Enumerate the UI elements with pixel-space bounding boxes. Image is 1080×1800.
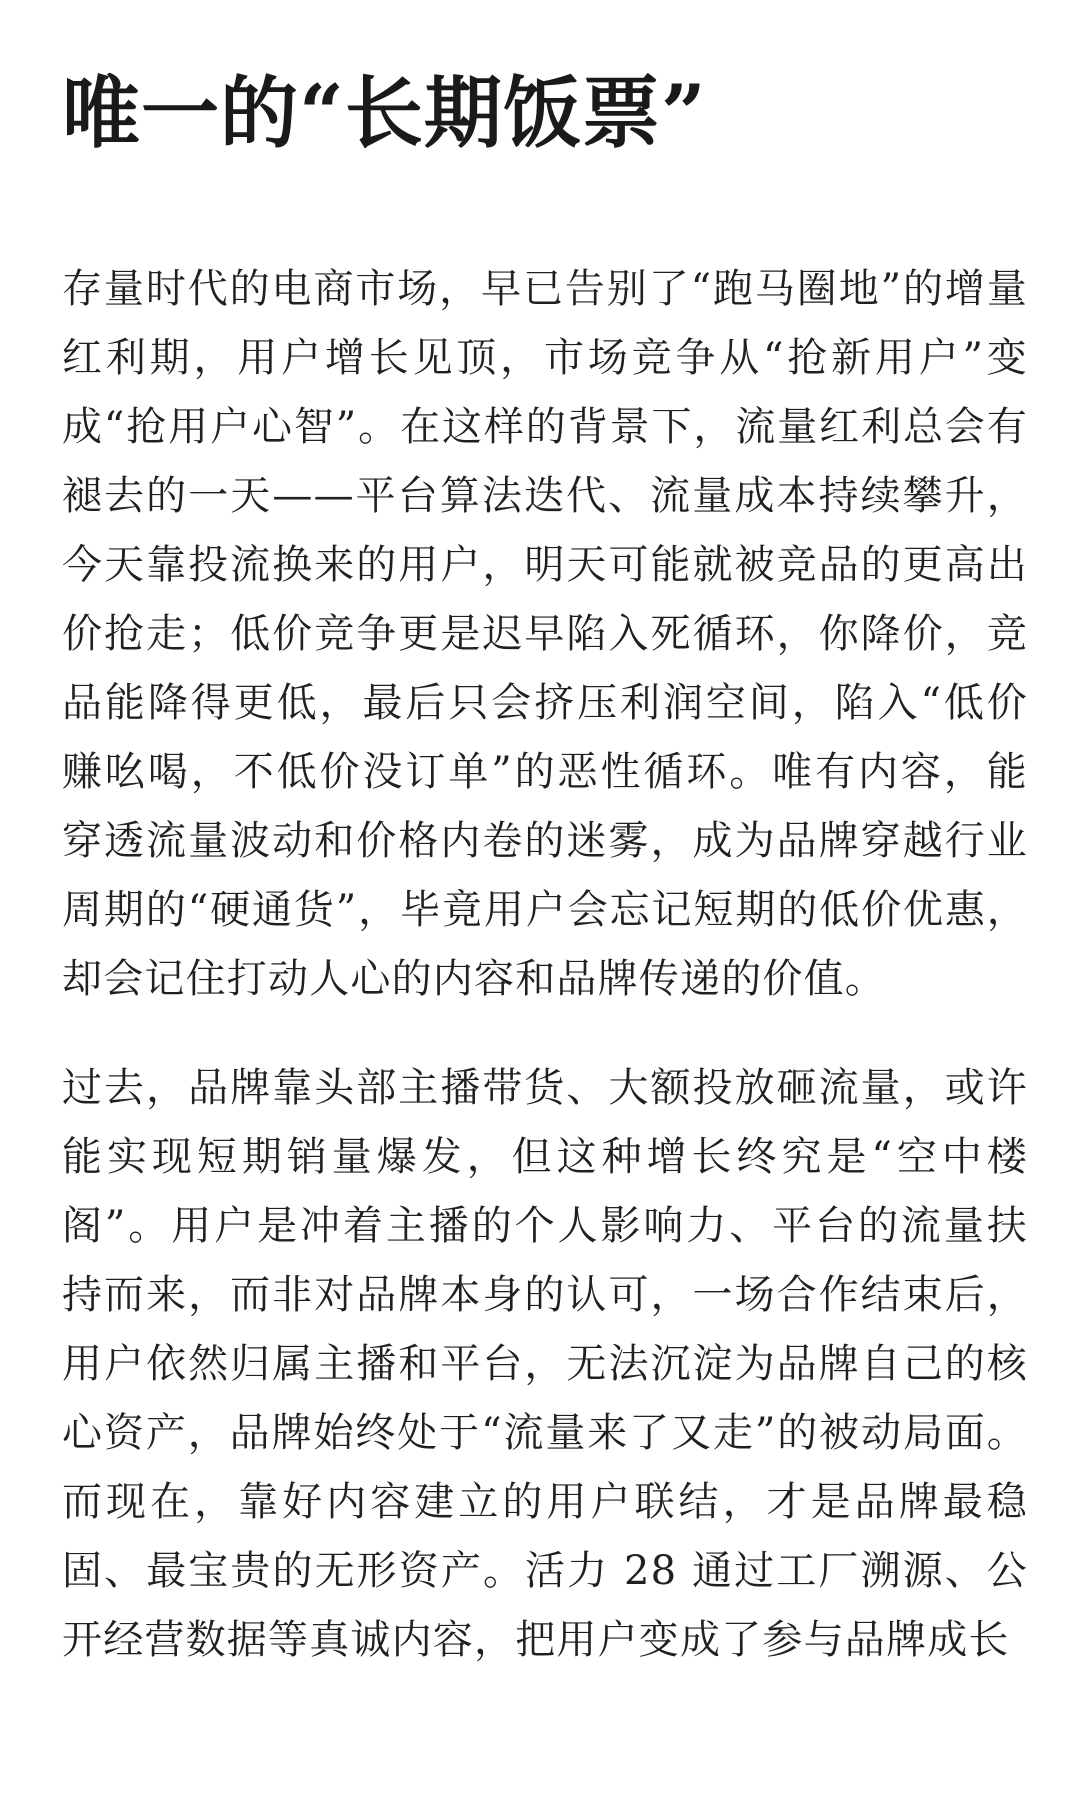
article-title: 唯一的“长期饭票” bbox=[62, 68, 707, 159]
article-paragraph-1: 存量时代的电商市场，早已告别了“跑马圈地”的增量红利期，用户增长见顶，市场竞争从“抢新用户”变成“抢用户心智”。在这样的背景下，流量红利总会有褪去的一天——平台算法迭代、流量成本持续攀升，今天靠投流换来的用户，明天可能就被竞品的更高出价抢走；低价竞争更是迟早陷入死循环，你降价，竞品能降得更低，最后只会挤压利润空间，陷入“低价赚吆喝，不低价没订单”的恶性循环。唯有内容，能穿透流量波动和价格内卷的迷雾，成为品牌穿越行业周期的“硬通货”，毕竟用户会忘记短期的低价优惠，却会记住打动人心的内容和品牌传递的价值。 bbox=[62, 266, 1028, 1002]
article bbox=[62, 62, 1028, 1715]
article-paragraph-2: 过去，品牌靠头部主播带货、大额投放砸流量，或许能实现短期销量爆发，但这种增长终究是“空中楼阁”。用户是冲着主播的个人影响力、平台的流量扶持而来，而非对品牌本身的认可，一场合作结束后，用户依然归属主播和平台，无法沉淀为品牌自己的核心资产，品牌始终处于“流量来了又走”的被动局面。而现在，靠好内容建立的用户联结，才是品牌最稳固、最宝贵的无形资产。活力 28 通过工厂溯源、公开经营数据等真诚内容，把用户变成了参与品牌成长 bbox=[62, 1065, 1028, 1663]
